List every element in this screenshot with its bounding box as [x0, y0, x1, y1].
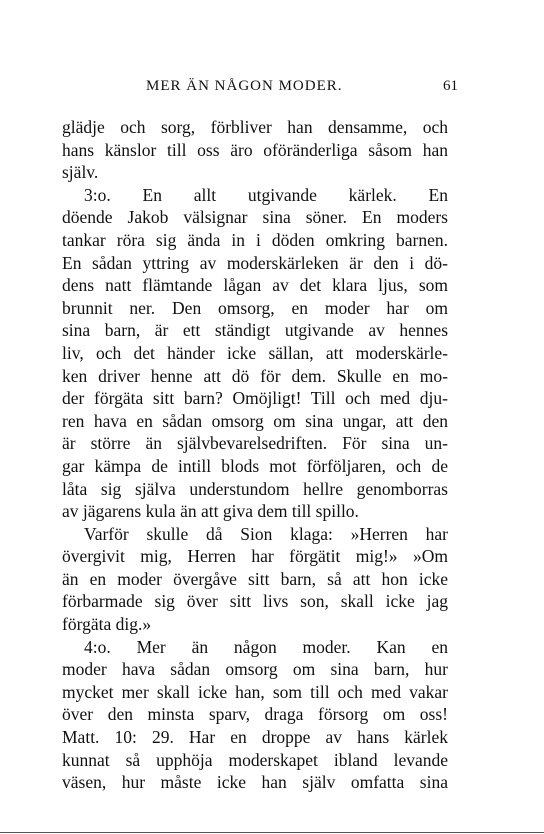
text-line: kunnat så upphöja moderskapet ibland levande	[62, 749, 448, 770]
text-line: dens natt flämtande lågan av det klara ljus, som	[62, 275, 448, 296]
text-line: moder hava sådan omsorg om sina barn, hur	[62, 659, 448, 680]
body-text	[62, 116, 448, 794]
text-line: hans känslor till oss äro oföränderliga såsom han	[62, 139, 448, 160]
text-line: glädje och sorg, förbliver han densamme, och	[62, 117, 448, 137]
section-heading-line: 3:o. En allt utgivande kärlek. En	[84, 184, 448, 205]
section-heading-line: 4:o. Mer än någon moder. Kan en	[84, 636, 448, 657]
text-line: över den minsta sparv, draga försorg om oss!	[62, 704, 448, 725]
text-line: mycket mer skall icke han, som till och med vakar	[62, 681, 448, 702]
text-line: gar kämpa de intill blods mot förföljaren, och de	[62, 455, 448, 476]
text-line: själv.	[62, 162, 99, 183]
text-line: förgäta dig.»	[62, 614, 152, 635]
text-line: är större än självbevarelsedriften. För sina un-	[62, 433, 448, 454]
text-line: än en moder övergåve sitt barn, så att hon icke	[62, 568, 448, 589]
text-line: ken driver henne att dö för dem. Skulle en mo-	[62, 365, 448, 386]
text-line: döende Jakob välsignar sina söner. En moders	[62, 207, 448, 228]
text-line: av jägarens kula än att giva dem till spillo.	[62, 501, 359, 522]
text-line: der förgäta sitt barn? Omöjligt! Till och med dju-	[62, 388, 448, 409]
text-line: liv, och det händer icke sällan, att moderskärle-	[62, 342, 448, 363]
text-line: ren hava en sådan omsorg om sina ungar, att den	[62, 410, 448, 431]
text-line: övergivit mig, Herren har förgätit mig!» »Om	[62, 546, 448, 567]
page-edge-rule	[0, 832, 544, 833]
text-line: sina barn, är ett ständigt utgivande av hennes	[62, 320, 448, 341]
page-number: 61	[443, 78, 458, 94]
running-title: MER ÄN NÅGON MODER.	[146, 78, 343, 94]
text-line: väsen, hur måste icke han själv omfatta sina	[62, 772, 448, 793]
text-line: brunnit ner. Den omsorg, en moder har om	[62, 297, 448, 318]
text-line: förbarmade sig över sitt livs son, skall icke jag	[62, 591, 448, 612]
text-line: Varför skulle då Sion klaga: »Herren har	[84, 523, 448, 544]
text-line: Matt. 10: 29. Har en droppe av hans kärlek	[62, 727, 448, 748]
text-line: En sådan yttring av moderskärleken är den i dö-	[62, 252, 448, 273]
running-head	[62, 78, 458, 100]
text-line: låta sig själva understundom hellre genomborras	[62, 478, 448, 499]
text-line: tankar röra sig ända in i döden omkring barnen.	[62, 229, 448, 250]
